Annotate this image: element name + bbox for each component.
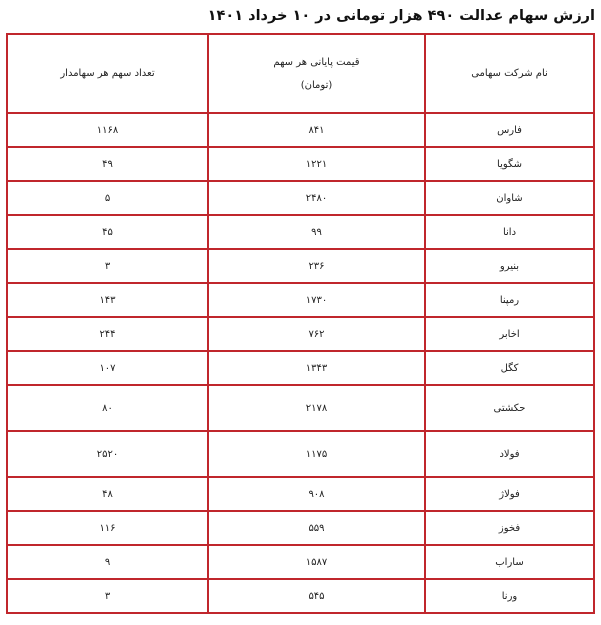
share-values-table [6,33,595,614]
table-row [7,431,594,477]
table-row [7,283,594,317]
count-cell: ۸۰ [7,385,208,431]
table-row [7,215,594,249]
header-price-label: قیمت پایانی هر سهم [273,56,360,68]
table-row [7,113,594,147]
company-cell: اخابر [425,317,594,351]
price-cell: ۲۴۸۰ [208,181,425,215]
company-cell: فولاد [425,431,594,477]
count-cell: ۴۸ [7,477,208,511]
count-cell: ۲۵۲۰ [7,431,208,477]
price-cell: ۲۱۷۸ [208,385,425,431]
price-cell: ۸۴۱ [208,113,425,147]
company-cell: فخوز [425,511,594,545]
count-cell: ۱۴۳ [7,283,208,317]
header-company: نام شرکت سهامی [425,34,594,113]
price-cell: ۱۷۳۰ [208,283,425,317]
price-cell: ۱۵۸۷ [208,545,425,579]
company-cell: فولاژ [425,477,594,511]
count-cell: ۹ [7,545,208,579]
company-cell: رمپنا [425,283,594,317]
price-cell: ۱۳۴۳ [208,351,425,385]
company-cell: فارس [425,113,594,147]
table-row [7,545,594,579]
table-row [7,511,594,545]
table-row [7,579,594,613]
count-cell: ۱۱۶ [7,511,208,545]
table-row [7,351,594,385]
header-price [208,34,425,113]
price-cell: ۲۳۶ [208,249,425,283]
count-cell: ۳ [7,249,208,283]
price-cell: ۹۰۸ [208,477,425,511]
company-cell: بنیرو [425,249,594,283]
price-cell: ۱۱۷۵ [208,431,425,477]
price-cell: ۵۴۵ [208,579,425,613]
count-cell: ۳ [7,579,208,613]
count-cell: ۱۱۶۸ [7,113,208,147]
table-row [7,477,594,511]
price-cell: ۹۹ [208,215,425,249]
price-cell: ۱۲۲۱ [208,147,425,181]
count-cell: ۴۹ [7,147,208,181]
price-cell: ۵۵۹ [208,511,425,545]
company-cell: ساراب [425,545,594,579]
page-title: ارزش سهام عدالت ۴۹۰ هزار تومانی در ۱۰ خرداد ۱۴۰۱ [207,8,595,24]
table-row [7,181,594,215]
company-cell: حکشتی [425,385,594,431]
company-cell: شگویا [425,147,594,181]
company-cell: کگل [425,351,594,385]
table-row [7,317,594,351]
count-cell: ۲۴۴ [7,317,208,351]
table-row [7,249,594,283]
table-header-row [7,34,594,113]
table-row [7,385,594,431]
header-price-unit: (تومان) [300,79,333,91]
count-cell: ۱۰۷ [7,351,208,385]
count-cell: ۵ [7,181,208,215]
company-cell: دانا [425,215,594,249]
table-row [7,147,594,181]
count-cell: ۴۵ [7,215,208,249]
header-count: تعداد سهم هر سهامدار [7,34,208,113]
company-cell: ورنا [425,579,594,613]
company-cell: شاوان [425,181,594,215]
price-cell: ۷۶۲ [208,317,425,351]
